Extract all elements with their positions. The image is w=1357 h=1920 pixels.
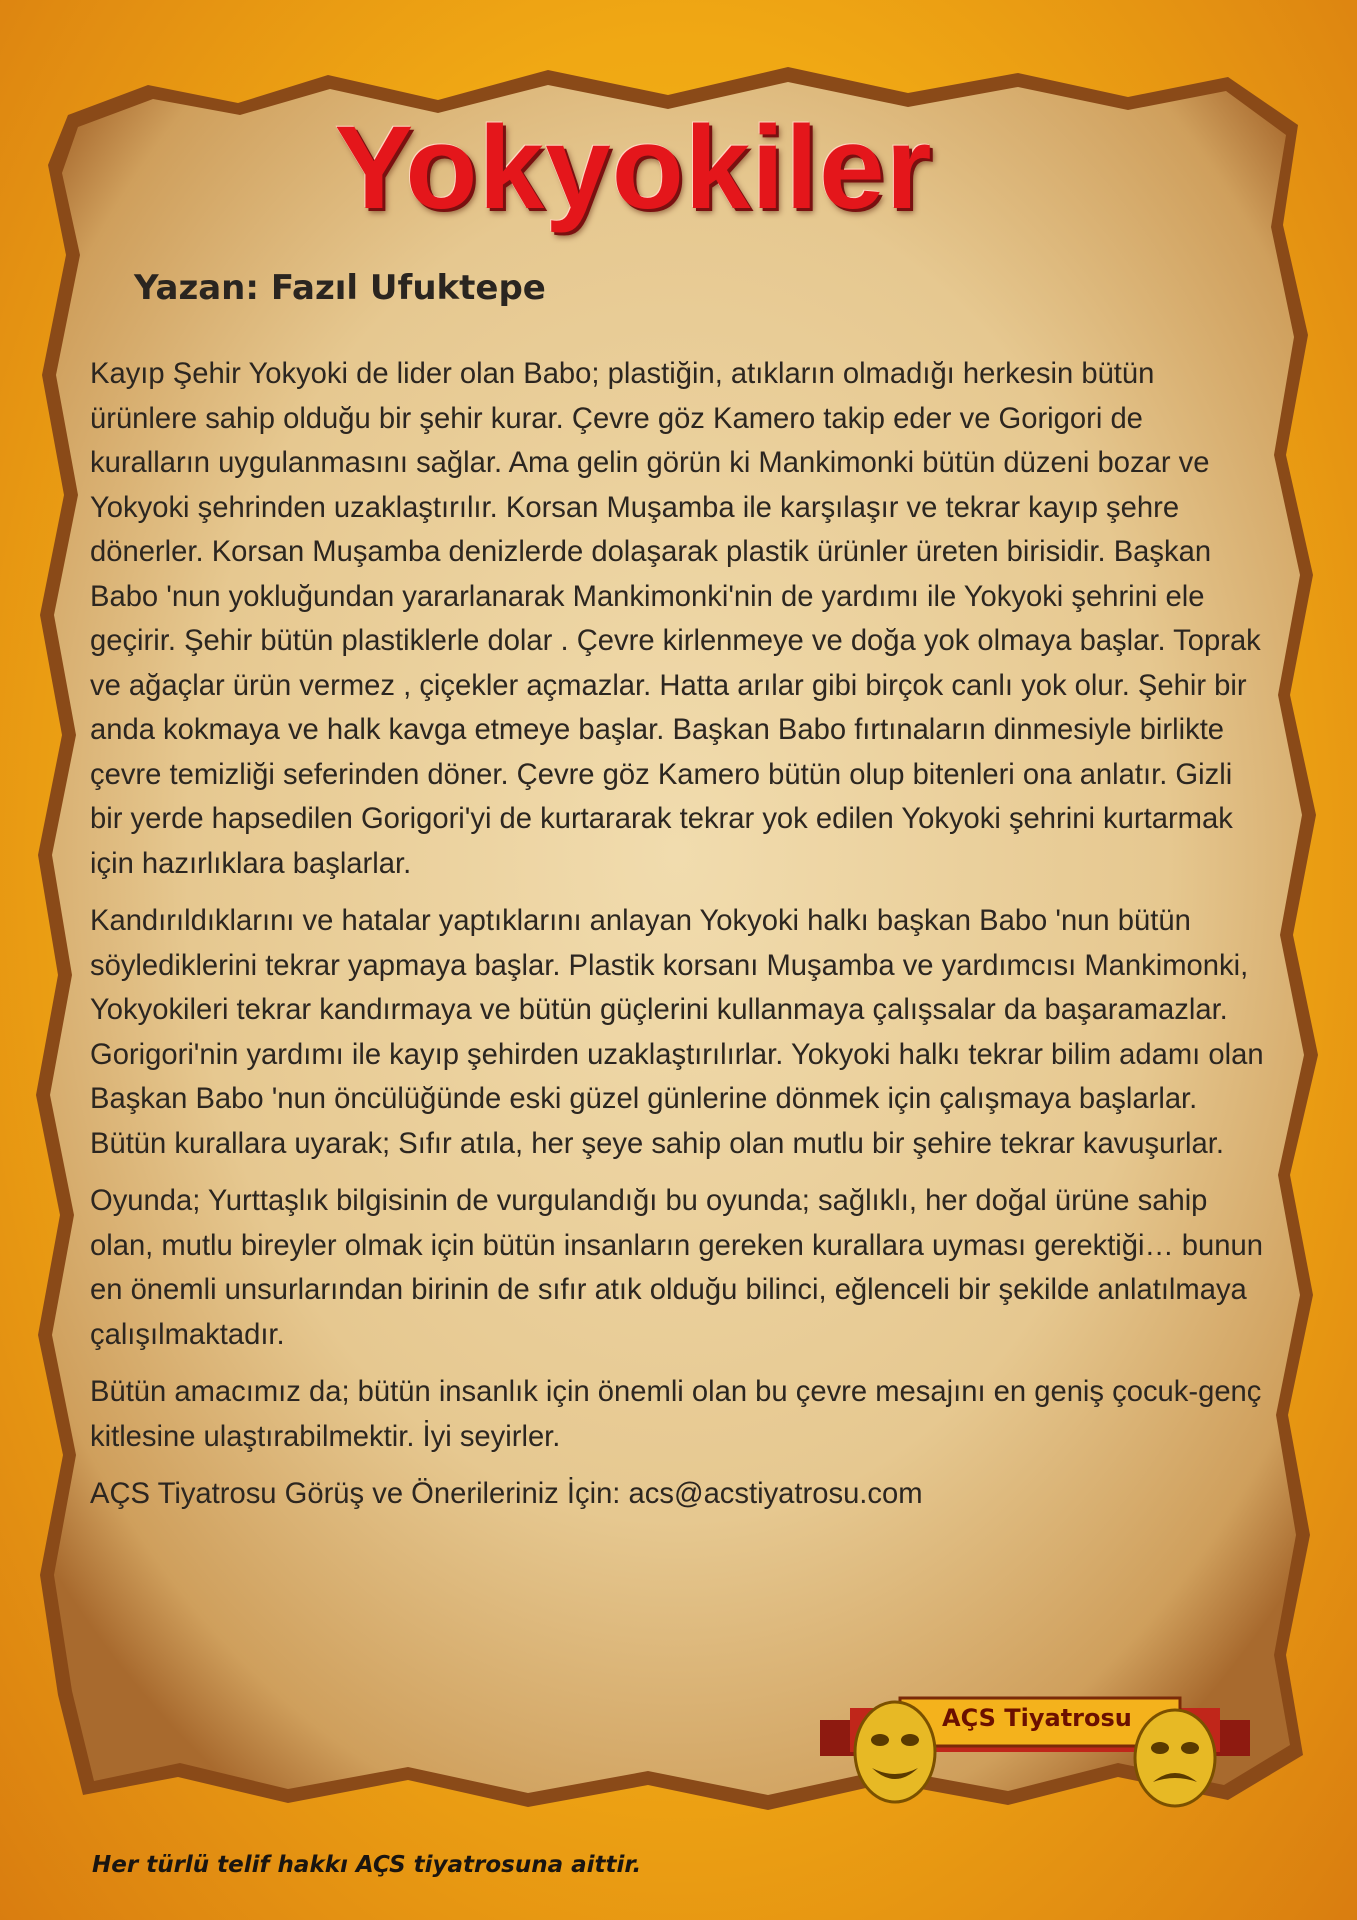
author-line: Yazan: Fazıl Ufuktepe: [134, 268, 546, 308]
paragraph-2: Kandırıldıklarını ve hatalar yaptıklarını anlayan Yokyoki halkı başkan Babo 'nun bütün söylediklerini tekrar yapmaya başlar. Plastik korsanı Muşamba ve yardımcısı Mankimonki, Yokyokileri tekrar kandırmaya ve bütün güçlerini kullanmaya çalışsalar da başaramazlar. Gorigori'nin yardımı ile kayıp şehirden uzaklaştırılırlar. Yokyoki halkı tekrar bilim adamı olan Başkan Babo 'nun öncülüğünde eski güzel günlerine dönmek için çalışmaya başlarlar. Bütün kurallara uyarak; Sıfır atıla, her şeye sahip olan mutlu bir şehire tekrar kavuşurlar.: [90, 905, 1264, 1160]
synopsis-body: [90, 352, 1265, 1530]
paragraph-4: Bütün amacımız da; bütün insanlık için önemli olan bu çevre mesajını en geniş çocuk-genç kitlesine ulaştırabilmektir. İyi seyirler.: [90, 1376, 1262, 1453]
acs-theatre-logo: [820, 1690, 1250, 1810]
poster-title: Yokyokiler: [334, 102, 933, 234]
logo-text: AÇS Tiyatrosu: [942, 1704, 1132, 1732]
tragedy-mask-icon: [1135, 1710, 1215, 1806]
contact-line: AÇS Tiyatrosu Görüş ve Önerileriniz İçin: acs@acstiyatrosu.com: [90, 1478, 923, 1510]
paragraph-1: Kayıp Şehir Yokyoki de lider olan Babo; plastiğin, atıkların olmadığı herkesin bütün ürünlere sahip olduğu bir şehir kurar. Çevre göz Kamero takip eder ve Gorigori de kuralların uygulanmasını sağlar. Ama gelin görün ki Mankimonki bütün düzeni bozar ve Yokyoki şehrinden uzaklaştırılır. Korsan Muşamba ile karşılaşır ve tekrar kayıp şehre dönerler. Korsan Muşamba denizlerde dolaşarak plastik ürünler üreten birisidir. Başkan Babo 'nun yokluğundan yararlanarak Mankimonki'nin de yardımı ile Yokyoki şehrini ele geçirir. Şehir bütün plastiklerle dolar . Çevre kirlenmeye ve doğa yok olmaya başlar. Toprak ve ağaçlar ürün vermez , çiçekler açmazlar. Hatta arılar gibi birçok canlı yok olur. Şehir bir anda kokmaya ve halk kavga etmeye başlar. Başkan Babo fırtınaların dinmesiyle birlikte çevre temizliği seferinden döner. Çevre göz Kamero bütün olup bitenleri ona anlatır. Gizli bir yerde hapsedilen Gorigori'yi de kurtararak tekrar yok edilen Yokyoki şehrini kurtarmak için hazırlıklara başlarlar.: [90, 358, 1261, 880]
paragraph-3: Oyunda; Yurttaşlık bilgisinin de vurgulandığı bu oyunda; sağlıklı, her doğal ürüne sahip olan, mutlu bireyler olmak için bütün insanların gereken kurallara uyması gerektiği… bunun en önemli unsurlarından birinin de sıfır atık olduğu bilinci, eğlenceli bir şekilde anlatılmaya çalışılmaktadır.: [90, 1185, 1263, 1351]
comedy-mask-icon: [855, 1702, 935, 1802]
copyright-notice: Her türlü telif hakkı AÇS tiyatrosuna aittir.: [92, 1852, 642, 1878]
